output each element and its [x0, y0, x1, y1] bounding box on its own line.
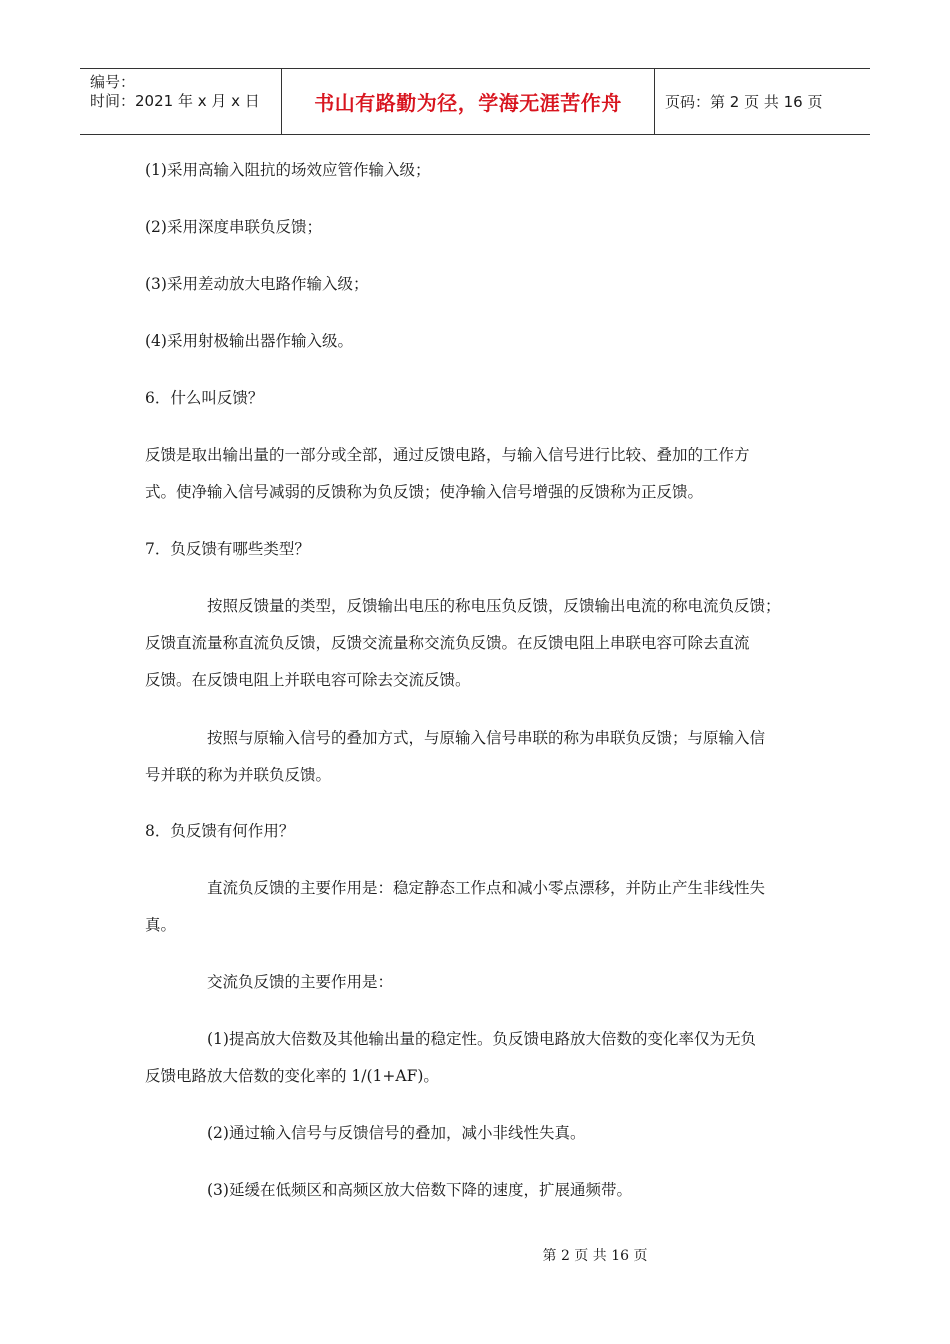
text-line: 6．什么叫反馈？: [145, 389, 264, 407]
text-line: (3)延缓在低频区和高频区放大倍数下降的速度，扩展通频带。: [207, 1181, 632, 1199]
paragraph: [145, 870, 815, 944]
paragraph: [145, 437, 815, 511]
text-line: 号并联的称为并联负反馈。: [145, 766, 332, 784]
footer-page-number: 第 2 页 共 16 页: [542, 1248, 648, 1264]
section-heading: [145, 380, 815, 417]
text-line: 按照与原输入信号的叠加方式，与原输入信号串联的称为串联负反馈；与原输入信: [207, 729, 766, 747]
text-line: 式。使净输入信号减弱的反馈称为负反馈；使净输入信号增强的反馈称为正反馈。: [145, 483, 704, 501]
text-line: 反馈。在反馈电阻上并联电容可除去交流反馈。: [145, 671, 471, 689]
text-line: 8．负反馈有何作用？: [145, 822, 295, 840]
paragraph: [145, 1115, 815, 1152]
paragraph: [145, 1172, 815, 1209]
text-line: 真。: [145, 916, 177, 934]
text-line: 7．负反馈有哪些类型？: [145, 540, 310, 558]
paragraph: [145, 588, 815, 699]
paragraph: [145, 1021, 815, 1095]
header-page-number: 页码：第 2 页 共 16 页: [665, 93, 823, 111]
text-line: 反馈直流量称直流负反馈，反馈交流量称交流负反馈。在反馈电阻上串联电容可除去直流: [145, 634, 750, 652]
text-line: (4)采用射极输出器作输入级。: [145, 332, 353, 350]
header-motto: 书山有路勤为径，学海无涯苦作舟: [282, 69, 655, 134]
text-line: (1)采用高输入阻抗的场效应管作输入级；: [145, 161, 431, 179]
paragraph: [145, 964, 815, 1001]
section-heading: [145, 531, 815, 568]
page-header: [80, 68, 870, 135]
text-line: (1)提高放大倍数及其他输出量的稳定性。负反馈电路放大倍数的变化率仅为无负: [207, 1030, 756, 1048]
text-line: 交流负反馈的主要作用是：: [207, 973, 394, 991]
page-footer: [0, 1245, 950, 1265]
document-number-label: 编号：: [90, 73, 136, 91]
text-line: 反馈是取出输出量的一部分或全部，通过反馈电路，与输入信号进行比较、叠加的工作方: [145, 446, 750, 464]
text-line: (2)采用深度串联负反馈；: [145, 218, 322, 236]
paragraph: [145, 266, 815, 303]
header-meta: [80, 69, 282, 134]
text-line: (3)采用差动放大电路作输入级；: [145, 275, 369, 293]
text-line: (2)通过输入信号与反馈信号的叠加，减小非线性失真。: [207, 1124, 586, 1142]
paragraph: [145, 720, 815, 794]
text-line: 反馈电路放大倍数的变化率的 1/(1+AF)。: [145, 1067, 439, 1085]
paragraph: [145, 209, 815, 246]
paragraph: [145, 323, 815, 360]
section-heading: [145, 813, 815, 850]
text-line: 直流负反馈的主要作用是：稳定静态工作点和减小零点漂移，并防止产生非线性失: [207, 879, 766, 897]
document-date-label: 时间：2021 年 x 月 x 日: [90, 92, 260, 110]
text-line: 按照反馈量的类型，反馈输出电压的称电压负反馈，反馈输出电流的称电流负反馈；: [207, 597, 781, 615]
paragraph: [145, 152, 815, 189]
